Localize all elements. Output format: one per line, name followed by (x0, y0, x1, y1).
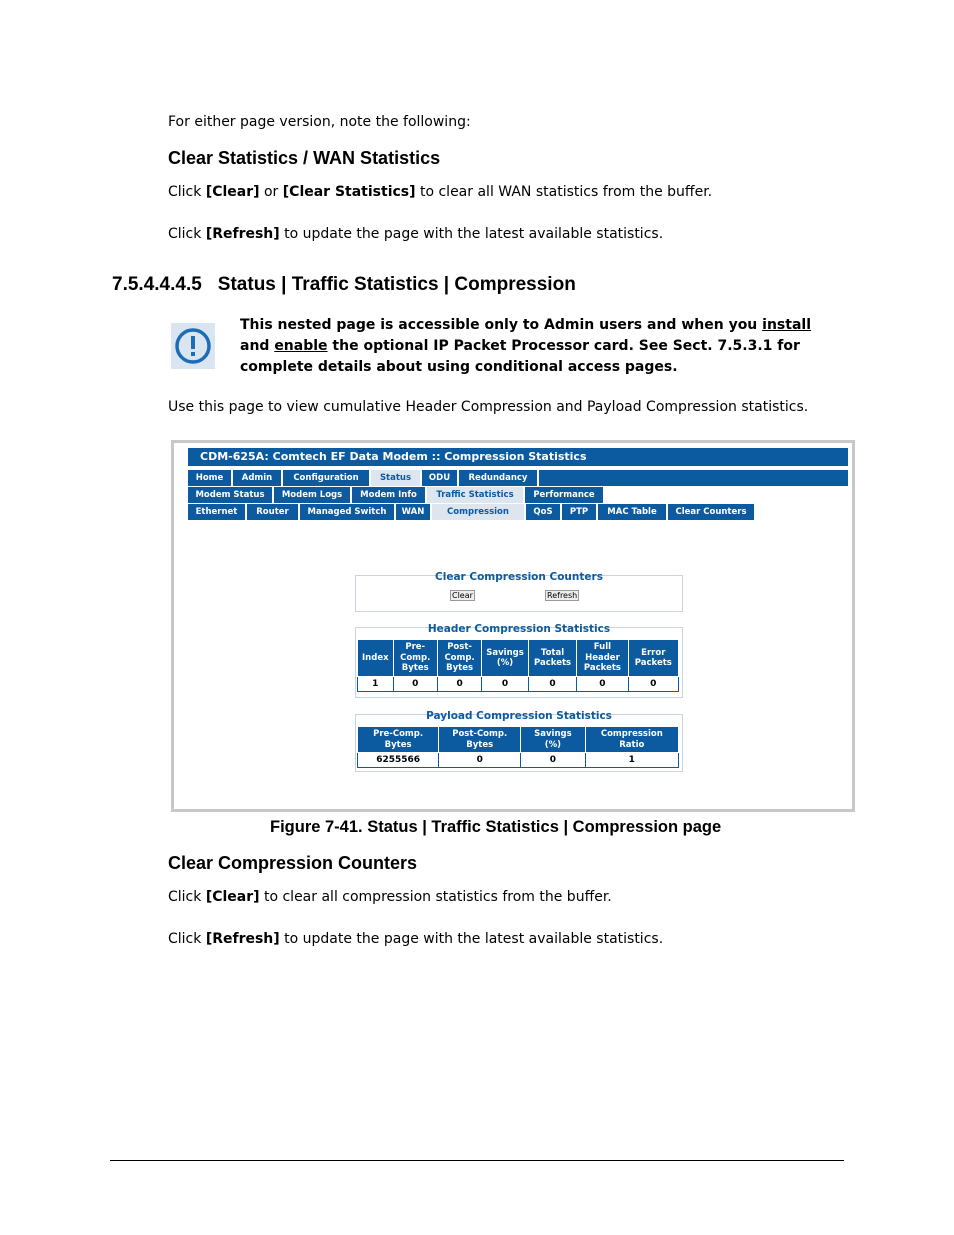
clear-compression-paragraph-2: Click [Refresh] to update the page with the latest available statistics. (168, 931, 664, 947)
header-stats-title: Header Compression Statistics (427, 623, 611, 635)
refresh-button[interactable]: Refresh (547, 591, 578, 600)
nav-modem-logs[interactable]: Modem Logs (274, 487, 352, 503)
col-post-comp-bytes: Post- Comp. Bytes (437, 640, 481, 677)
header-stats-table (357, 639, 679, 692)
col-savings: Savings (%) (482, 640, 529, 677)
figure-screenshot (171, 440, 855, 812)
col-payload-post-comp-bytes: Post-Comp. Bytes (439, 727, 521, 753)
section-title: Status | Traffic Statistics | Compression (217, 274, 576, 295)
section-number: 7.5.4.4.4.5 (112, 274, 202, 295)
nav-performance[interactable]: Performance (525, 487, 605, 503)
nav-clear-counters[interactable]: Clear Counters (668, 504, 756, 520)
table-row (358, 753, 679, 768)
clear-wan-paragraph-2: Click [Refresh] to update the page with the latest available statistics. (168, 226, 664, 242)
table-cell: 6255566 (358, 753, 439, 768)
nav-modem-info[interactable]: Modem Info (352, 487, 427, 503)
header-stats-panel (355, 623, 683, 698)
table-cell: 0 (437, 677, 481, 692)
payload-stats-panel (355, 710, 683, 772)
table-cell: 1 (585, 753, 678, 768)
table-cell: 0 (628, 677, 678, 692)
nav-traffic-statistics[interactable]: Traffic Statistics (427, 487, 525, 503)
nav-ptp[interactable]: PTP (562, 504, 598, 520)
col-payload-savings: Savings (%) (521, 727, 585, 753)
clear-counters-title: Clear Compression Counters (435, 571, 603, 583)
col-total-packets: Total Packets (528, 640, 576, 677)
footer-divider (110, 1160, 844, 1161)
nav-router[interactable]: Router (247, 504, 300, 520)
col-full-header-packets: Full Header Packets (577, 640, 628, 677)
clear-wan-heading: Clear Statistics / WAN Statistics (168, 148, 441, 168)
install-link: install (762, 317, 811, 333)
window-title: CDM-625A: Comtech EF Data Modem :: Compression Statistics (188, 448, 848, 466)
important-note-icon (171, 323, 215, 369)
description-text: Use this page to view cumulative Header Compression and Payload Compression statistics. (168, 399, 809, 415)
col-error-packets: Error Packets (628, 640, 678, 677)
nav-managed-switch[interactable]: Managed Switch (300, 504, 396, 520)
col-pre-comp-bytes: Pre- Comp. Bytes (393, 640, 437, 677)
tertiary-nav (188, 504, 758, 520)
primary-nav (188, 470, 848, 486)
note-text: This nested page is accessible only to Admin users and when you install and enable the optional IP Packet Processor card. See Sect. 7.5.3.1 for complete details about using conditional access pages. (240, 317, 811, 375)
intro-text: For either page version, note the following: (168, 114, 471, 130)
table-cell: 0 (528, 677, 576, 692)
clear-compression-heading: Clear Compression Counters (168, 853, 418, 873)
nav-home[interactable]: Home (188, 470, 233, 486)
table-cell: 0 (439, 753, 521, 768)
col-compression-ratio: Compression Ratio (585, 727, 678, 753)
col-index: Index (358, 640, 394, 677)
nav-wan[interactable]: WAN (396, 504, 432, 520)
clear-button[interactable]: Clear (452, 591, 473, 600)
clear-wan-paragraph-1: Click [Clear] or [Clear Statistics] to clear all WAN statistics from the buffer. (168, 184, 713, 200)
nav-ethernet[interactable]: Ethernet (188, 504, 247, 520)
nav-compression[interactable]: Compression (432, 504, 526, 520)
secondary-nav (188, 487, 608, 503)
payload-stats-table (357, 726, 679, 768)
nav-mac-table[interactable]: MAC Table (598, 504, 668, 520)
nav-redundancy[interactable]: Redundancy (459, 470, 539, 486)
table-cell: 1 (358, 677, 394, 692)
clear-counters-panel (355, 571, 683, 612)
payload-stats-title: Payload Compression Statistics (426, 710, 612, 722)
nav-qos[interactable]: QoS (526, 504, 562, 520)
nav-modem-status[interactable]: Modem Status (188, 487, 274, 503)
nav-odu[interactable]: ODU (422, 470, 459, 486)
nav-status[interactable]: Status (371, 470, 422, 486)
table-cell: 0 (577, 677, 628, 692)
nav-configuration[interactable]: Configuration (283, 470, 371, 486)
figure-caption: Figure 7-41. Status | Traffic Statistics | Compression page (270, 818, 722, 836)
section-heading (112, 274, 576, 296)
table-cell: 0 (393, 677, 437, 692)
enable-link: enable (274, 338, 328, 354)
nav-admin[interactable]: Admin (233, 470, 283, 486)
clear-compression-paragraph-1: Click [Clear] to clear all compression statistics from the buffer. (168, 889, 612, 905)
col-payload-pre-comp-bytes: Pre-Comp. Bytes (358, 727, 439, 753)
table-row (358, 677, 679, 692)
table-cell: 0 (482, 677, 529, 692)
table-cell: 0 (521, 753, 585, 768)
